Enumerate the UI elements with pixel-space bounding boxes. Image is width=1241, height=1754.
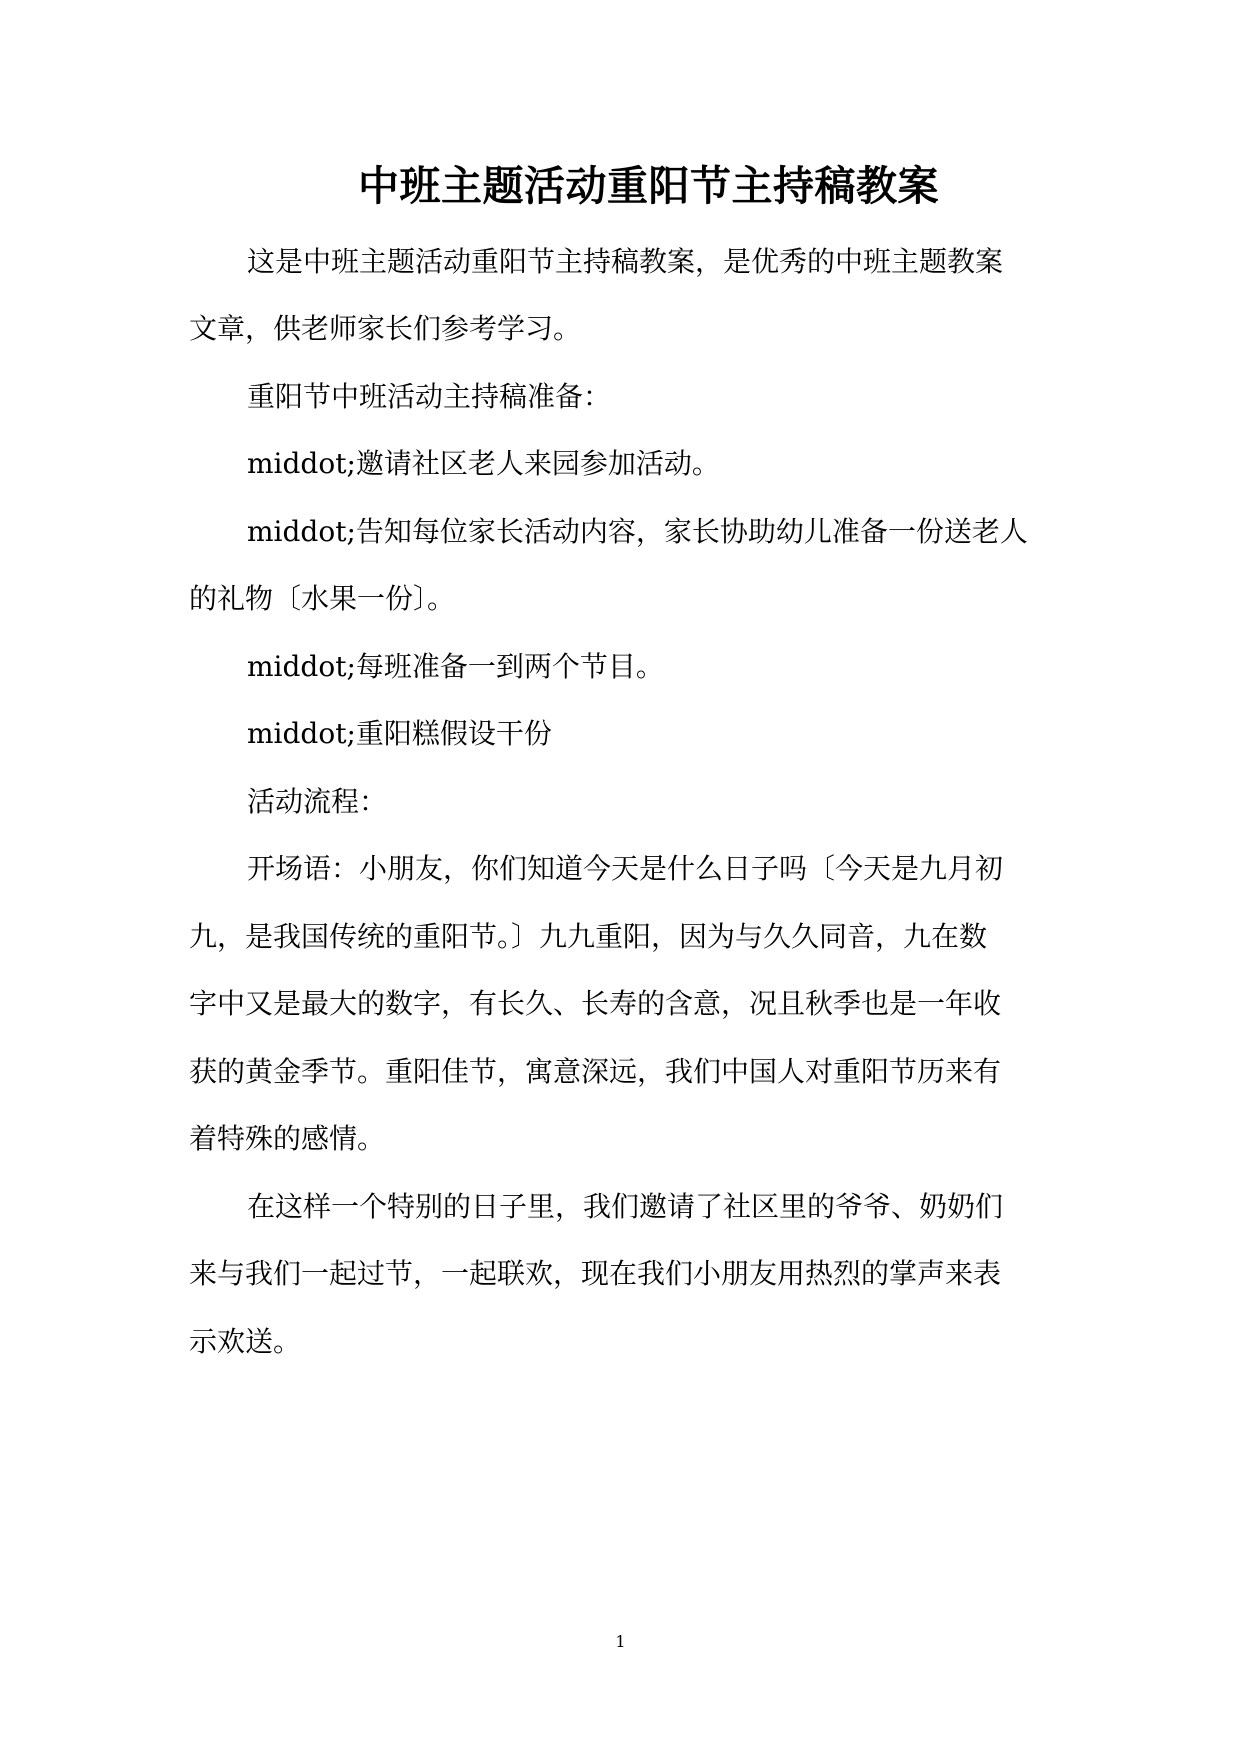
- page-title: 中班主题活动重阳节主持稿教案: [358, 162, 939, 210]
- paragraph-line: 字中又是最大的数字，有长久、长寿的含意，况且秋季也是一年收: [189, 987, 1002, 1020]
- section-heading: 活动流程：: [247, 785, 388, 818]
- paragraph-line: 开场语：小朋友，你们知道今天是什么日子吗〔今天是九月初: [247, 852, 1004, 885]
- list-item: middot;邀请社区老人来园参加活动。: [247, 447, 720, 480]
- paragraph-line: 重阳节中班活动主持稿准备：: [247, 380, 612, 413]
- paragraph-line: 这是中班主题活动重阳节主持稿教案，是优秀的中班主题教案: [247, 245, 1004, 278]
- paragraph-line: 文章，供老师家长们参考学习。: [189, 312, 582, 345]
- list-item: middot;重阳糕假设干份: [247, 717, 552, 750]
- page-number: 1: [615, 1632, 626, 1651]
- paragraph-line: 九，是我国传统的重阳节。〕九九重阳，因为与久久同音，九在数: [189, 920, 988, 953]
- paragraph-line: 来与我们一起过节，一起联欢，现在我们小朋友用热烈的掌声来表: [189, 1257, 1002, 1290]
- paragraph-line: 示欢送。: [189, 1325, 302, 1358]
- paragraph-line: 的礼物〔水果一份〕。: [189, 582, 456, 615]
- paragraph-line: 获的黄金季节。重阳佳节，寓意深远，我们中国人对重阳节历来有: [189, 1055, 1002, 1088]
- paragraph-line: 在这样一个特别的日子里，我们邀请了社区里的爷爷、奶奶们: [247, 1190, 1004, 1223]
- list-item: middot;每班准备一到两个节目。: [247, 650, 664, 683]
- paragraph-line: 着特殊的感情。: [189, 1122, 386, 1155]
- list-item: middot;告知每位家长活动内容，家长协助幼儿准备一份送老人: [247, 515, 1028, 548]
